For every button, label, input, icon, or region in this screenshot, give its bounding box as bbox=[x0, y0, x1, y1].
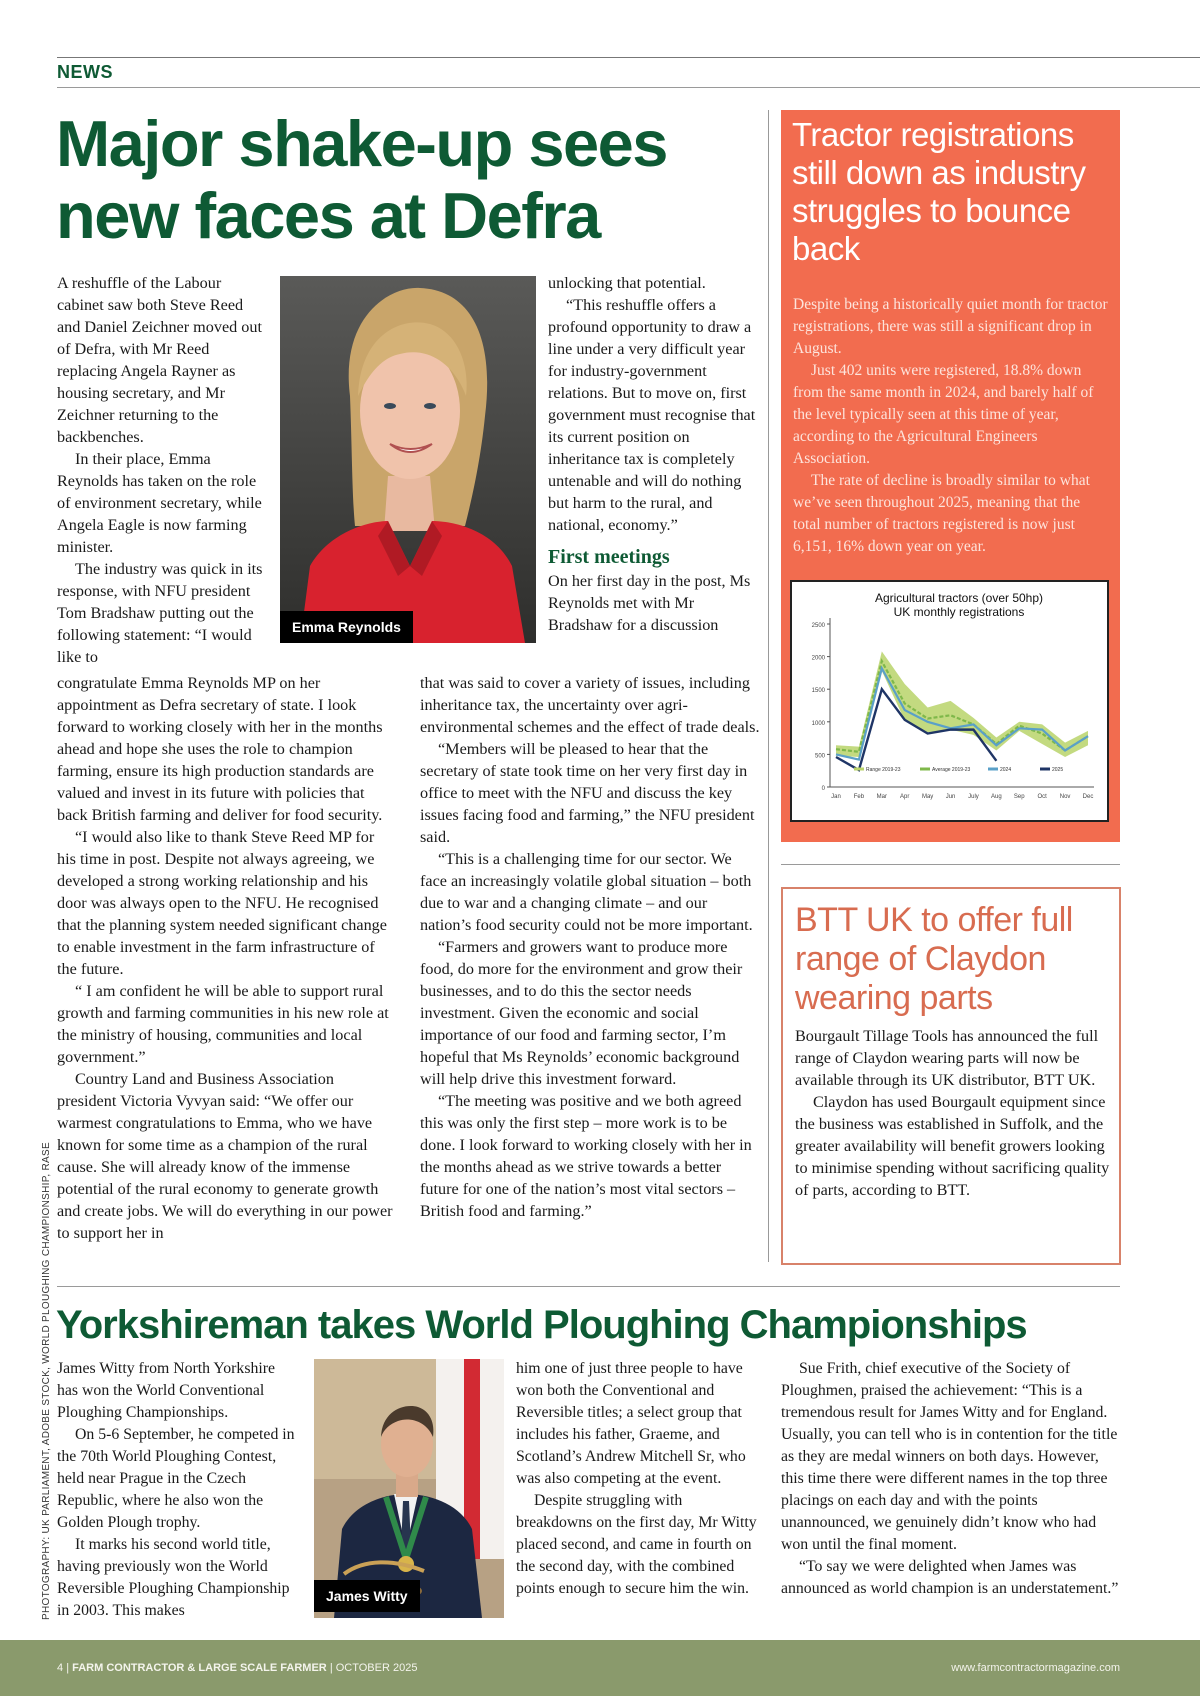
chart-y-tick-label: 2500 bbox=[811, 623, 825, 629]
tractor-paragraph: Despite being a historically quiet month for tractor registrations, there was still a significant drop in August. bbox=[793, 296, 1108, 357]
main-paragraph: “This reshuffle offers a profound opportunity to draw a line under a very difficult year for industry-government relations. But to move on, first government must recognise that its current position on inheritance tax is completely untenable and will do nothing but harm to the rural, and national, economy.” bbox=[548, 296, 756, 534]
main-paragraph: congratulate Emma Reynolds MP on her appointment as Defra secretary of state. I look forward to working closely with her in the months ahead and hope she uses the role to champion farming, ensure its high production standards are valued and invest in its future with policies that back British farming and deliver for food security. bbox=[57, 674, 383, 824]
main-paragraph: “ I am confident he will be able to support rural growth and farming communities in his new role at the ministry of housing, communities and local government.” bbox=[57, 982, 389, 1066]
chart-subtitle: UK monthly registrations bbox=[893, 605, 1025, 619]
chart-x-tick-label: Oct bbox=[1037, 794, 1047, 800]
main-paragraph: Country Land and Business Association president Victoria Vyvyan said: “We offer our warmest congratulations to Emma, who we have known for some time as a champion of the rural cause. She will already know of the immense potential of the rural economy to generate growth and create jobs. We will do everything in our power to support her in bbox=[57, 1070, 393, 1242]
box-separator bbox=[781, 864, 1120, 865]
ploughing-rule bbox=[57, 1286, 1120, 1287]
btt-box bbox=[781, 887, 1121, 1265]
photo-credit: PHOTOGRAPHY: UK PARLIAMENT, ADOBE STOCK, WORLD PLOUGHING CHAMPIONSHIP, RASE bbox=[41, 1142, 52, 1620]
emma-reynolds-caption: Emma Reynolds bbox=[280, 611, 413, 643]
main-col1-short bbox=[57, 272, 267, 668]
chart-x-tick-label: Nov bbox=[1059, 794, 1071, 800]
tractor-box-body bbox=[793, 294, 1111, 558]
portrait-illustration bbox=[280, 276, 536, 643]
chart-legend-label: 2024 bbox=[1000, 767, 1012, 773]
ploughing-paragraph: him one of just three people to have won both the Conventional and Reversible titles; a select group that includes his father, Graeme, and Scotland’s Andrew Mitchell Sr, who was also competing at the event. bbox=[516, 1360, 746, 1487]
chart-x-tick-label: Mar bbox=[876, 794, 887, 800]
ploughing-paragraph: James Witty from North Yorkshire has won the World Conventional Ploughing Championships. bbox=[57, 1360, 276, 1421]
tractor-paragraph: The rate of decline is broadly similar to what we’ve seen throughout 2025, meaning that the total number of tractors registered is now just 6,151, 16% down year on year. bbox=[793, 472, 1090, 555]
james-witty-photo bbox=[314, 1359, 504, 1618]
footer-folio bbox=[57, 1662, 417, 1674]
first-meetings-subhead: First meetings bbox=[548, 546, 670, 568]
chart-y-tick-label: 1000 bbox=[811, 720, 825, 727]
tractor-chart-frame bbox=[790, 580, 1109, 822]
tractor-registrations-box bbox=[781, 110, 1120, 842]
chart-title: Agricultural tractors (over 50hp) bbox=[874, 591, 1044, 605]
main-col1-wide bbox=[57, 672, 395, 1244]
chart-x-tick-label: May bbox=[921, 794, 934, 800]
tractor-paragraph: Just 402 units were registered, 18.8% down from the same month in 2024, and barely half of the level typically seen at this time of year, according to the Agricultural Engineers Association. bbox=[793, 362, 1094, 467]
chart-x-tick-label: Feb bbox=[853, 794, 865, 800]
james-witty-caption: James Witty bbox=[314, 1580, 420, 1612]
main-paragraph: “Farmers and growers want to produce more food, do more for the environment and grow their businesses, and to do this the sector needs investment. Given the economic and social importance of our food and farming sector, I’m hopeful that Ms Reynolds’ economic background will help drive this investment forward. bbox=[420, 938, 743, 1088]
main-paragraph: “The meeting was positive and we both agreed this was only the first step – more work is to be done. I look forward to working closely with her in the months ahead as we strive towards a better future for one of the nation’s most vital sectors – British food and farming.” bbox=[420, 1092, 752, 1220]
issue-date: OCTOBER 2025 bbox=[335, 1662, 418, 1674]
chart-x-tick-label: Dec bbox=[1082, 794, 1094, 800]
magazine-name: FARM CONTRACTOR & LARGE SCALE FARMER bbox=[72, 1662, 327, 1674]
page-number: 4 bbox=[57, 1662, 64, 1674]
ploughing-col1 bbox=[57, 1358, 297, 1622]
ploughing-col3 bbox=[781, 1358, 1123, 1600]
section-label: NEWS bbox=[57, 62, 113, 82]
btt-paragraph: Bourgault Tillage Tools has announced the full range of Claydon wearing parts will now be available through its UK distributor, BTT UK. bbox=[795, 1027, 1099, 1089]
chart-x-tick-label: Jun bbox=[945, 794, 956, 800]
main-paragraph: unlocking that potential. bbox=[548, 274, 706, 292]
chart-y-tick-label: 500 bbox=[814, 753, 825, 760]
chart-x-tick-label: Jan bbox=[831, 794, 841, 800]
ploughing-paragraph: On 5-6 September, he competed in the 70th World Ploughing Contest, held near Prague in the Czech Republic, where he also won the Golden Plough trophy. bbox=[57, 1426, 295, 1531]
ploughing-paragraph: “To say we were delighted when James was announced as world champion is an understatement.” bbox=[781, 1558, 1119, 1597]
page-footer bbox=[0, 1640, 1200, 1696]
main-paragraph: The industry was quick in its response, with NFU president Tom Bradshaw putting out the following statement: “I would like to bbox=[57, 560, 263, 666]
footer-sep: | bbox=[329, 1662, 336, 1674]
ploughing-paragraph: Despite struggling with breakdowns on the first day, Mr Witty placed second, and came in fourth on the second day, with the combined points enough to secure him the win. bbox=[516, 1492, 757, 1597]
main-paragraph: “I would also like to thank Steve Reed MP for his time in post. Despite not always agreeing, we developed a strong working relationship and his door was always open to the NFU. He recognised that the planning system needed significant change to enable investment in the farm infrastructure of the future. bbox=[57, 828, 387, 978]
ploughing-headline: Yorkshireman takes World Ploughing Championships bbox=[56, 1303, 1027, 1347]
chart-x-tick-label: July bbox=[968, 794, 979, 800]
main-col2-short bbox=[548, 272, 762, 636]
footer-sep: | bbox=[66, 1662, 73, 1674]
main-paragraph: A reshuffle of the Labour cabinet saw both Steve Reed and Daniel Zeichner moved out of Defra, with Mr Reed replacing Angela Rayner as housing secretary, and Mr Zeichner returning to the backbenches. bbox=[57, 274, 262, 446]
chart-x-tick-label: Sep bbox=[1013, 794, 1025, 800]
tractor-chart bbox=[792, 582, 1107, 820]
btt-headline: BTT UK to offer full range of Claydon wearing parts bbox=[795, 901, 1073, 1017]
chart-legend-label: Average 2019-23 bbox=[932, 767, 971, 773]
ploughing-paragraph: It marks his second world title, having previously won the World Reversible Ploughing Championship in 2003. This makes bbox=[57, 1536, 290, 1619]
top-rule bbox=[57, 57, 1200, 58]
main-paragraph: “This is a challenging time for our sector. We face an increasingly volatile global situation – both due to war and a changing climate – and our nation’s food security could not be more important. bbox=[420, 850, 753, 934]
ploughing-col2 bbox=[516, 1358, 762, 1600]
main-paragraph: “Members will be pleased to hear that the secretary of state took time on her very first day in office to meet with the NFU and discuss the key issues facing food and farming,” the NFU president said. bbox=[420, 740, 755, 846]
column-divider bbox=[768, 110, 769, 1262]
chart-x-tick-label: Aug bbox=[991, 794, 1002, 800]
chart-y-tick-label: 1500 bbox=[811, 688, 825, 695]
chart-y-tick-label: 2000 bbox=[811, 655, 825, 662]
chart-legend-label: Range 2019-23 bbox=[866, 767, 901, 773]
chart-x-tick-label: Apr bbox=[900, 794, 910, 800]
btt-body bbox=[795, 1025, 1113, 1201]
main-paragraph: On her first day in the post, Ms Reynolds met with Mr Bradshaw for a discussion bbox=[548, 572, 751, 634]
main-headline: Major shake-up sees new faces at Defra bbox=[56, 107, 667, 252]
chart-y-tick-label: 0 bbox=[821, 786, 825, 792]
footer-url[interactable]: www.farmcontractormagazine.com bbox=[951, 1662, 1120, 1674]
tractor-box-headline: Tractor registrations still down as industry struggles to bounce back bbox=[792, 116, 1086, 267]
main-paragraph: that was said to cover a variety of issues, including inheritance tax, the uncertainty over agri-environmental schemes and the effect of trade deals. bbox=[420, 674, 760, 736]
ploughing-paragraph: Sue Frith, chief executive of the Society of Ploughmen, praised the achievement: “This is a tremendous result for James Witty and for England. Usually, you can tell who is in contention for the title as they are medal winners on both days. However, this time there were different names in the top three placings on each day and with the points unannounced, we genuinely didn’t know who had won until the final moment. bbox=[781, 1360, 1118, 1553]
main-col2-wide bbox=[420, 672, 762, 1222]
main-paragraph: In their place, Emma Reynolds has taken on the role of environment secretary, while Angela Eagle is now farming minister. bbox=[57, 450, 262, 556]
chart-legend-label: 2025 bbox=[1052, 767, 1064, 773]
emma-reynolds-photo bbox=[280, 276, 536, 643]
section-rule bbox=[57, 87, 1200, 88]
btt-paragraph: Claydon has used Bourgault equipment since the business was established in Suffolk, and the greater availability will benefit growers looking to minimise spending without sacrificing quality of parts, according to BTT. bbox=[795, 1093, 1110, 1199]
